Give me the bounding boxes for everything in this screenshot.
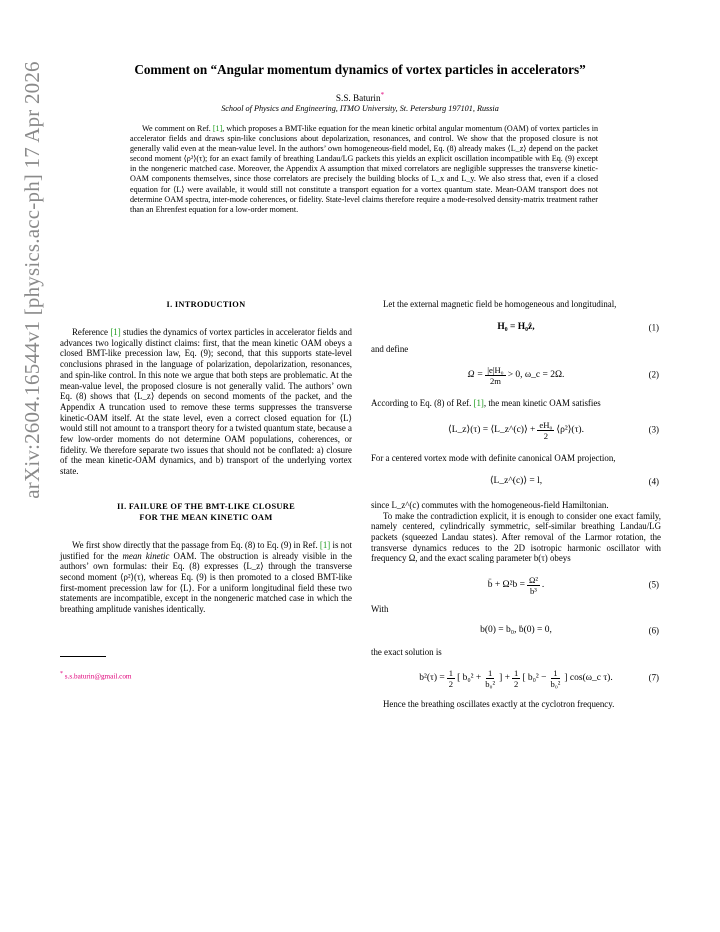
footnote: [60, 669, 352, 682]
equation-5-numerator: Ω²: [528, 574, 538, 585]
equation-7-inverse-b: [549, 668, 563, 689]
right-paragraph-commutes: since L_z^(c) commutes with the homogeneous-field Hamiltonian.: [371, 499, 609, 510]
frac-numerator: 1: [448, 667, 454, 678]
footnote-mark: *: [60, 670, 63, 677]
equation-2-denominator: 2m: [489, 375, 501, 386]
equation-2-lhs: Ω =: [467, 370, 484, 381]
citation-link[interactable]: [1]: [319, 539, 331, 550]
author-email-link[interactable]: s.s.baturin@gmail.com: [64, 672, 132, 681]
equation-6-number: (6): [648, 625, 659, 636]
equation-3-numerator: eH₀: [539, 419, 553, 430]
equation-5-fraction: [527, 575, 540, 596]
citation-link[interactable]: [1]: [473, 398, 484, 409]
affiliation: School of Physics and Engineering, ITMO University, St. Petersburg 197101, Russia: [221, 104, 499, 113]
introduction-paragraph: [60, 327, 352, 477]
equation-3-fraction: [537, 420, 554, 441]
frac-numerator: 1: [514, 667, 519, 678]
equation-4-body: ⟨L_z^(c)⟩ = l,: [489, 476, 543, 487]
section-heading-bmt-closure: [60, 501, 352, 523]
author-line: [60, 91, 660, 103]
equation-7: [371, 663, 661, 693]
right-paragraph-exact-solution: the exact solution is: [371, 646, 442, 657]
equation-5-lhs: b̈ + Ω²b =: [487, 579, 525, 590]
right-paragraph-centered-mode: For a centered vortex mode with definite canonical OAM projection,: [371, 453, 616, 464]
intro-text-rest: studies the dynamics of vortex particles in accelerator fields and advances two logically distinct claims: first, that the mean kinetic OAM obeys a closed BMT-like precession law, Eq. (9); second, that this supports state-level conclusions phrased in the language of polarization, depolarization, resonances, and spin-like control. In this note we argue that both steps are problematic. At the mean-value level, the proposed closure is not generally valid. The authors’ own Eq. (8) shows that ⟨L_z⟩ depends on second moments of the packet, and the Appendix A truncation used to remove these terms suppresses the transverse kinetic-OAM itself. At the state level, even a correct closed equation for ⟨L⟩ would still not amount to a transport theory for a twisted quantum state, because a few low-order moments do not determine OAM populations, coherences, or fidelity. We therefore separate two issues that should not be conflated: a) closure of the mean kinetic-OAM dynamics, and b) transport of the underlying vortex state.: [60, 327, 352, 477]
section-heading-line-1: II. FAILURE OF THE BMT-LIKE CLOSURE: [116, 501, 296, 511]
equation-3-lhs: ⟨L_z⟩(τ) = ⟨L_z^(c)⟩ +: [448, 424, 536, 435]
bmt-text-start: We first show directly that the passage from Eq. (8) to Eq. (9) in Ref.: [72, 539, 320, 550]
abstract-text-rest: , which proposes a BMT-like equation for the mean kinetic orbital angular momentum (OAM) of vortex particles in accelerator fields and draws spin-like conclusions about depolarization, resonances, and control. We show that the proposed closure is not generally valid even at the mean-value level. In the authors’ own homogeneous-field model, Eq. (8) already makes ⟨L_z⟩ depend on the packet second moment ⟨ρ²⟩(τ); for an exact family of breathing Landau/LG packets this yields an explicit oscillation incompatible with Eq. (9) except in the nongeneric matched case. Moreover, the Appendix A assumption that mixed correlators are negligible suppresses the transverse kinetic-OAM components themselves, since those correlators are precisely the building blocks of L_x and L_y. We also stress that, even if a closed equation for ⟨L⟩ were available, it would still not constitute a transport equation for a vortex quantum state. Mean-OAM transport does not determine OAM spectra, inter-mode coherences, or fidelity. State-level claims therefore require a mode-resolved density-matrix treatment rather than an Ehrenfest equation for a low-order moment.: [130, 124, 598, 214]
frac-denominator: b₀²: [550, 678, 561, 689]
equation-2-number: (2): [648, 370, 659, 381]
left-column: [60, 296, 352, 682]
frac-denominator: 2: [514, 678, 519, 689]
equation-3: [371, 415, 661, 445]
equation-2-fraction: [485, 365, 505, 386]
bmt-text-mid: is not justified for the: [60, 539, 352, 561]
equation-5-number: (5): [648, 579, 659, 590]
bmt-text-italic: mean kinetic: [122, 550, 170, 561]
equation-1-body: H₀ = H₀ẑ,: [497, 322, 535, 333]
frac-denominator: 2: [448, 678, 454, 689]
abstract-text-start: We comment on Ref.: [142, 124, 213, 133]
bmt-text-rest: OAM. The obstruction is already visible in the authors’ own formulas: their Eq. (8) expresses ⟨L_z⟩ through the transverse second moment ⟨ρ²⟩(τ), whereas Eq. (9) is then promoted to a closed BMT-like first-moment precession law for ⟨L⟩. For a uniform longitudinal field these two statements are incompatible, except in the nongeneric matched case in which the breathing amplitude vanishes identically.: [60, 550, 352, 615]
equation-6-body: b(0) = b₀, ḃ(0) = 0,: [480, 625, 552, 636]
equation-7-half-b: [512, 668, 520, 689]
equation-3-number: (3): [648, 424, 659, 435]
frac-denominator: b₀²: [485, 678, 496, 689]
equation-2: [371, 360, 661, 390]
author-footnote-mark[interactable]: *: [380, 91, 385, 99]
paper-title: Comment on “Angular momentum dynamics of vortex particles in accelerators”: [134, 62, 586, 77]
frac-numerator: 1: [553, 667, 558, 678]
equation-7-bracket-2: [ b₀² −: [522, 673, 547, 684]
section-heading-line-2: FOR THE MEAN KINETIC OAM: [139, 512, 273, 522]
right-paragraph-with: With: [371, 604, 389, 615]
equation-3-denominator: 2: [543, 430, 549, 441]
right-paragraph-eq8: [371, 398, 661, 409]
equation-7-bracket-close-1: ] +: [499, 673, 511, 684]
equation-1-number: (1): [648, 322, 659, 333]
equation-7-end: ] cos(ω_c τ).: [564, 673, 613, 684]
equation-5-end: .: [541, 579, 545, 590]
equation-5-denominator: b³: [530, 585, 537, 596]
arxiv-identifier-text: arXiv:2604.16544v1 [physics.acc-ph] 17 Apr 2026: [20, 61, 44, 499]
equation-2-rest: > 0, ω_c = 2Ω.: [507, 370, 565, 381]
citation-link[interactable]: [1]: [110, 327, 121, 337]
right-paragraph-field: Let the external magnetic field be homogeneous and longitudinal,: [383, 299, 617, 309]
equation-1: [371, 318, 661, 338]
bmt-closure-paragraph: [60, 540, 352, 615]
right-paragraph-contradiction: To make the contradiction explicit, it is enough to consider one exact family, namely centered, cylindrically symmetric, self-similar breathing Landau/LG packets (squeezed Landau states). After removal of the Larmor rotation, the transverse dynamics reduces to the 2D isotropic harmonic oscillator with frequency Ω, and the exact scaling parameter b(τ) obeys: [371, 510, 661, 564]
equation-6: [371, 621, 661, 641]
author-name: S.S. Baturin: [335, 93, 381, 104]
frac-numerator: 1: [488, 667, 493, 678]
eq8-text-start: According to Eq. (8) of Ref.: [371, 398, 474, 409]
eq8-text-rest: , the mean kinetic OAM satisfies: [483, 398, 601, 409]
right-paragraph-define: and define: [371, 343, 409, 354]
right-paragraph-cyclotron: Hence the breathing oscillates exactly at the cyclotron frequency.: [383, 699, 615, 710]
right-column: [371, 296, 661, 710]
footnote-rule: [60, 656, 106, 657]
equation-3-rhs: ⟨ρ²⟩(τ).: [556, 424, 584, 435]
equation-5: [371, 570, 661, 600]
citation-link[interactable]: [1]: [212, 124, 223, 133]
intro-text-start: Reference: [72, 327, 111, 337]
equation-7-number: (7): [648, 673, 659, 684]
equation-4: [371, 472, 661, 492]
equation-2-numerator: |e|H₀: [487, 364, 504, 375]
abstract: [130, 124, 598, 215]
equation-7-half-a: [447, 668, 455, 689]
equation-7-inverse-a: [483, 668, 497, 689]
equation-7-bracket-1: [ b₀² +: [457, 673, 482, 684]
equation-7-lhs: b²(τ) =: [419, 673, 445, 684]
section-heading-introduction: I. INTRODUCTION: [166, 300, 246, 309]
equation-4-number: (4): [648, 476, 659, 487]
